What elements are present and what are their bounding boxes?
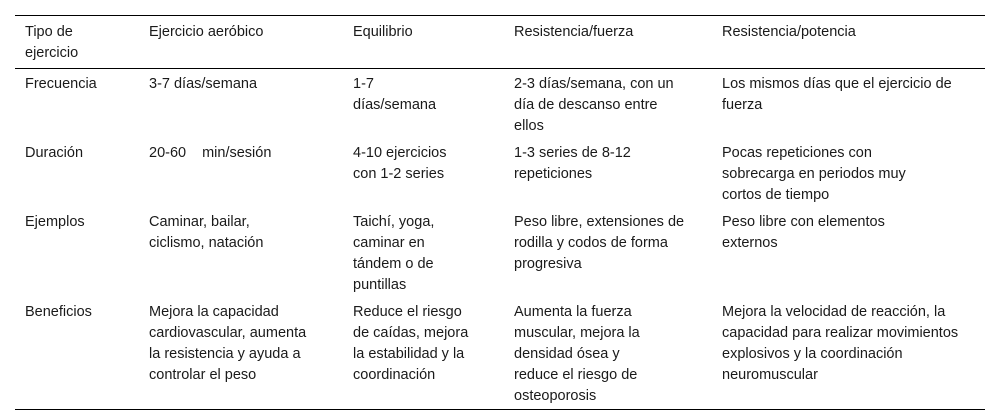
table-cell: Mejora la capacidad cardiovascular, aumenta la resistencia y ayuda a controlar el peso	[149, 304, 307, 383]
duration-value: 20-60	[149, 145, 187, 161]
table-cell: Pocas repeticiones con sobrecarga en periodos muy cortos de tiempo	[722, 145, 906, 203]
duration-unit: min/sesión	[202, 145, 272, 161]
header-row	[15, 16, 985, 69]
row-label: Duración	[25, 145, 84, 161]
table-cell: 3-7 días/semana	[149, 76, 258, 92]
row-label: Ejemplos	[25, 214, 85, 230]
exercise-table-container	[15, 15, 985, 410]
header-balance: Equilibrio	[353, 24, 413, 40]
table-cell	[139, 139, 343, 208]
table-cell: Reduce el riesgo de caídas, mejora la estabilidad y la coordinación	[353, 304, 469, 383]
table-cell: Peso libre, extensiones de rodilla y codos de forma progresiva	[514, 214, 685, 272]
row-label: Frecuencia	[25, 76, 97, 92]
table-cell: Peso libre con elementos externos	[722, 214, 885, 251]
table-cell: 1-7 días/semana	[353, 76, 437, 113]
table-row-examples	[15, 208, 985, 298]
header-strength: Resistencia/fuerza	[514, 24, 634, 40]
table-row-duration	[15, 139, 985, 208]
exercise-table	[15, 15, 985, 410]
table-cell: 2-3 días/semana, con un día de descanso entre ellos	[514, 76, 674, 134]
table-cell: 1-3 series de 8-12 repeticiones	[514, 145, 631, 182]
header-power: Resistencia/potencia	[722, 24, 856, 40]
table-cell: Taichí, yoga, caminar en tándem o de puntillas	[353, 214, 435, 293]
table-cell: Caminar, bailar, ciclismo, natación	[149, 214, 264, 251]
table-cell: 4-10 ejercicios con 1-2 series	[353, 145, 447, 182]
header-exercise-type: Tipo de ejercicio	[25, 24, 79, 61]
row-label: Beneficios	[25, 304, 92, 320]
header-aerobic: Ejercicio aeróbico	[149, 24, 264, 40]
table-row-benefits	[15, 298, 985, 410]
table-cell: Los mismos días que el ejercicio de fuerza	[722, 76, 952, 113]
table-row-frequency	[15, 69, 985, 140]
table-cell: Aumenta la fuerza muscular, mejora la densidad ósea y reduce el riesgo de osteoporosis	[514, 304, 640, 404]
table-cell: Mejora la velocidad de reacción, la capacidad para realizar movimientos explosivos y la coordinación neuromuscular	[722, 304, 959, 383]
